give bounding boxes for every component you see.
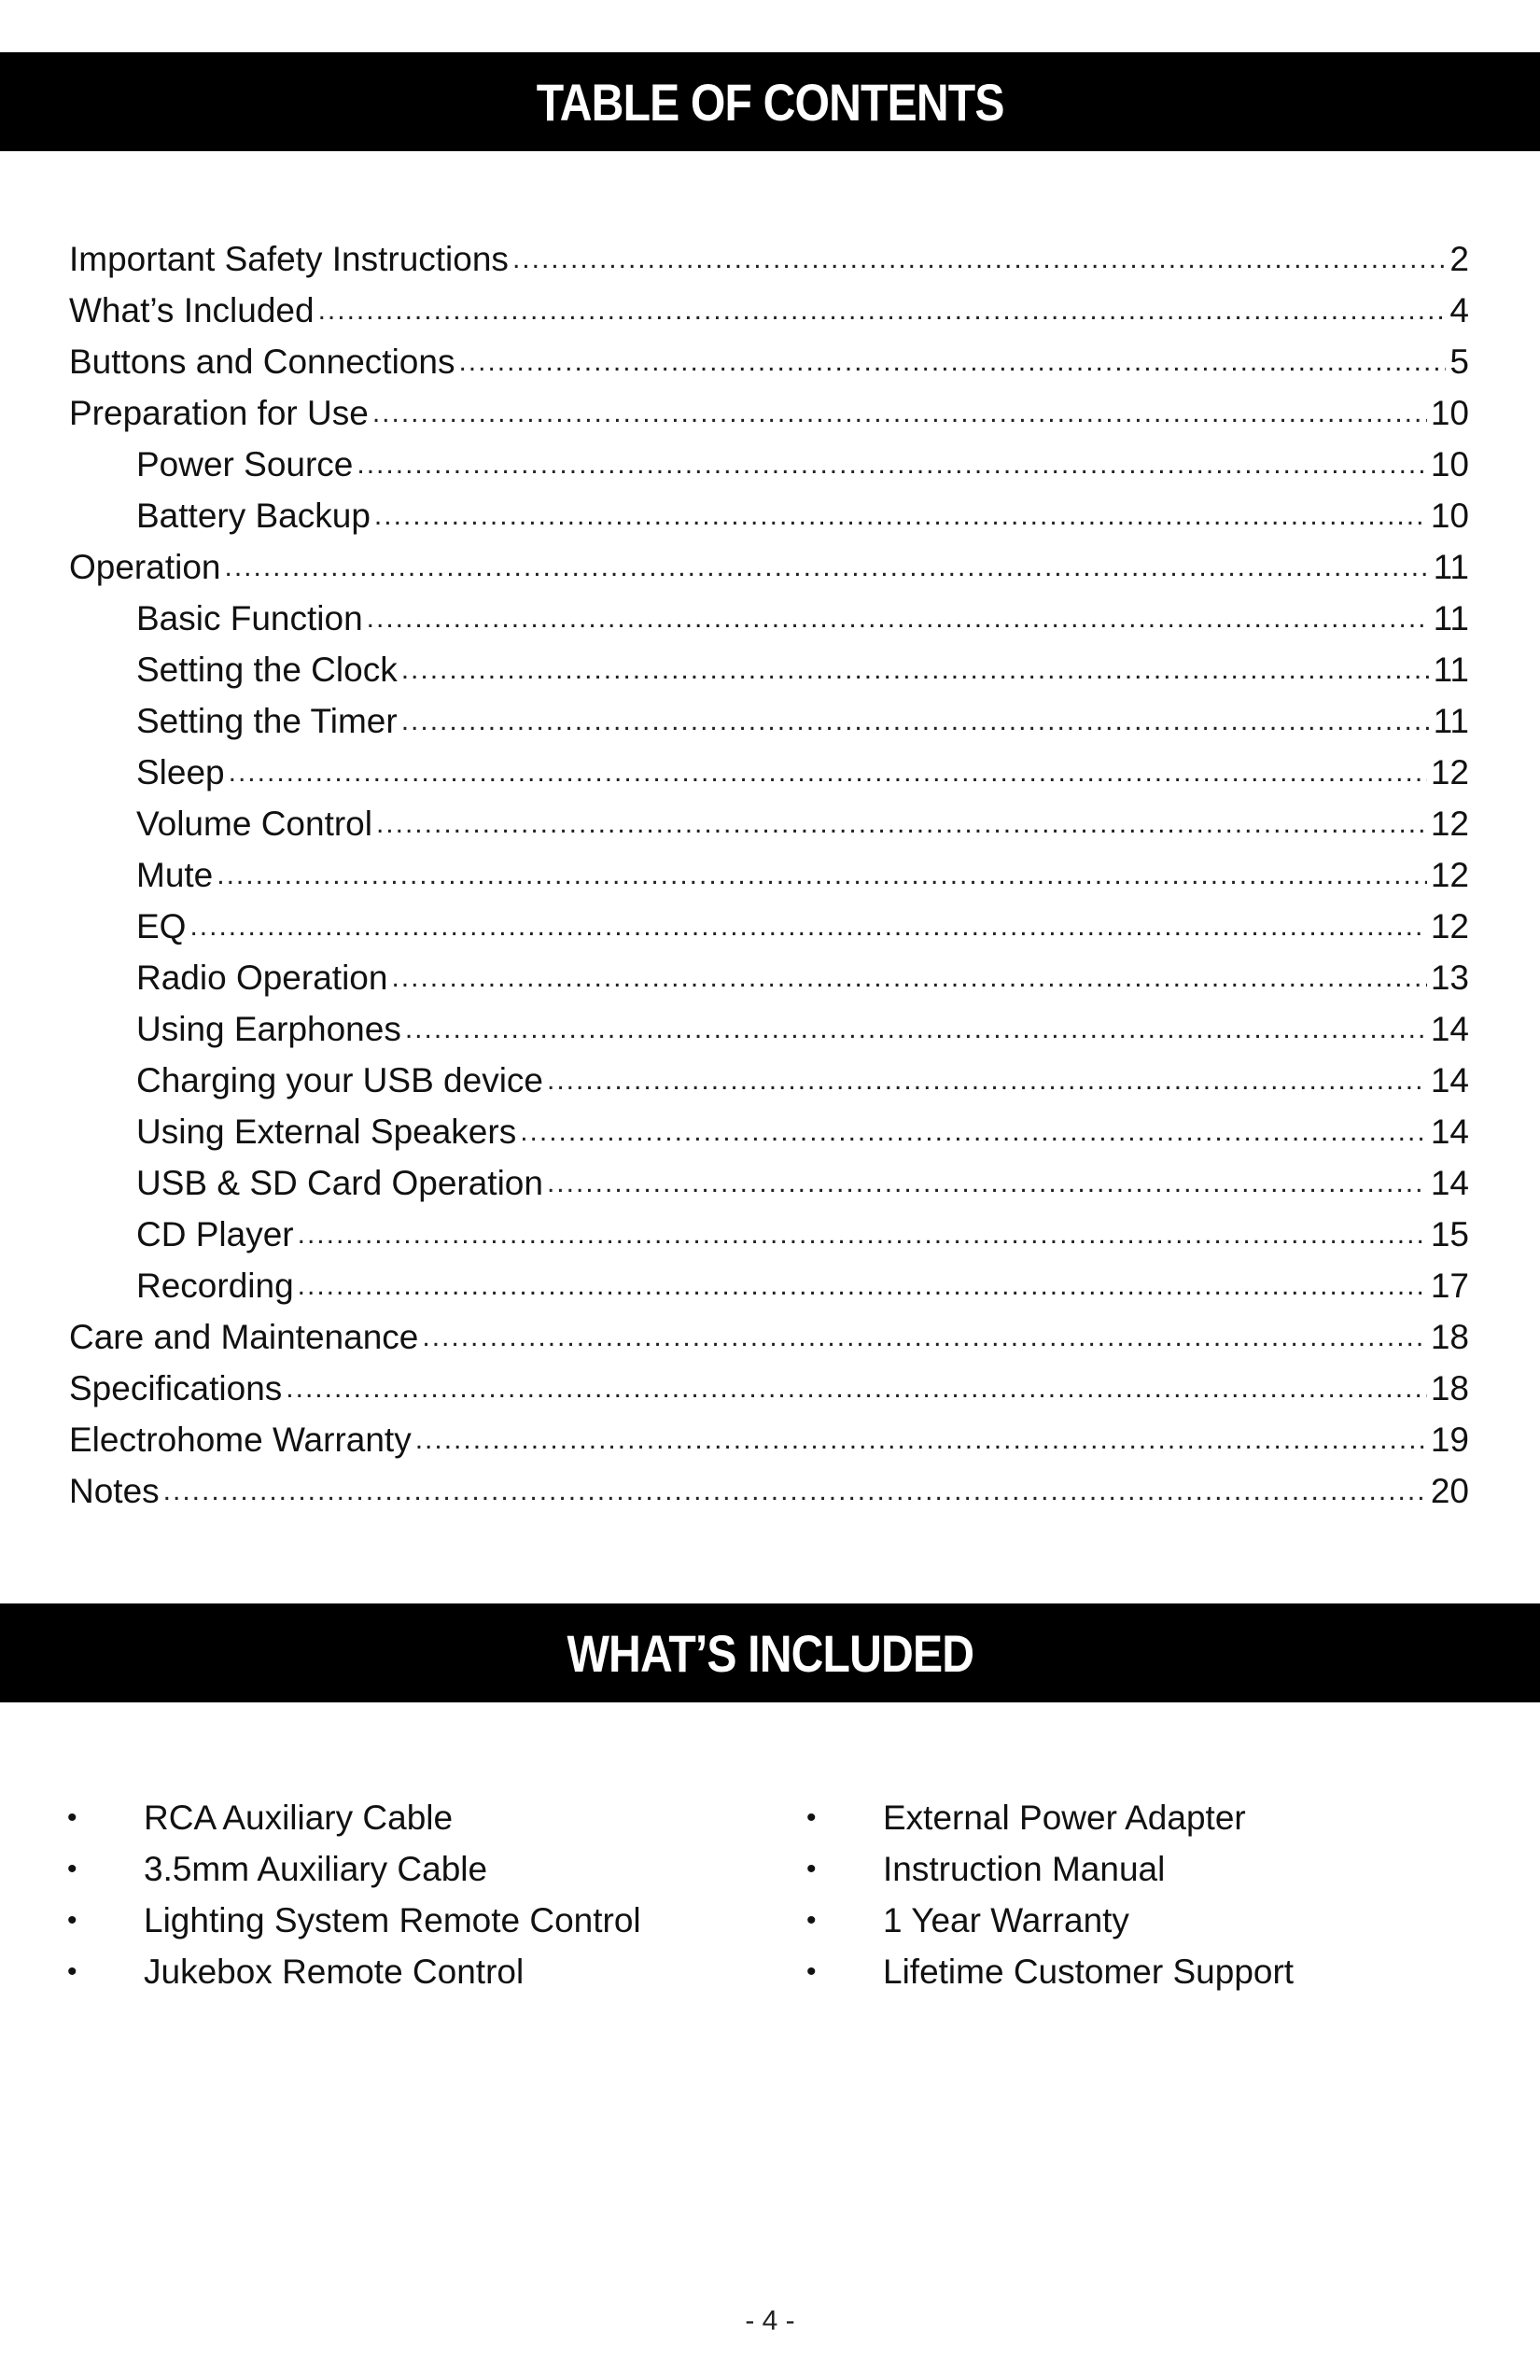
toc-entry (69, 849, 1469, 901)
toc-entry (69, 541, 1469, 593)
included-item (805, 1792, 1294, 1843)
toc-entry-page: 10 (1430, 393, 1469, 432)
toc-entry (69, 798, 1469, 849)
toc-entry-page: 11 (1433, 701, 1469, 740)
bullet-icon: • (67, 1955, 77, 1987)
toc-dot-leader (374, 500, 1427, 532)
toc-entry-page: 18 (1430, 1368, 1469, 1407)
toc-entry-label: What’s Included (69, 290, 315, 329)
toc-entry (69, 1106, 1469, 1157)
toc-entry-page: 12 (1430, 752, 1469, 791)
toc-header-banner (0, 52, 1540, 151)
toc-entry-page: 12 (1430, 906, 1469, 945)
toc-entry-label: Basic Function (136, 598, 363, 637)
toc-entry-label: Important Safety Instructions (69, 239, 509, 278)
included-item-label: RCA Auxiliary Cable (144, 1798, 454, 1837)
toc-entry-page: 2 (1449, 239, 1469, 278)
toc-entry-label: Mute (136, 855, 214, 894)
toc-entry (69, 490, 1469, 541)
toc-dot-leader (217, 860, 1427, 891)
toc-entry-label: Using Earphones (136, 1009, 401, 1048)
included-column-left (65, 1792, 641, 1997)
included-item-label: Lifetime Customer Support (883, 1952, 1295, 1991)
toc-entry-page: 12 (1430, 804, 1469, 843)
toc-dot-leader (229, 757, 1427, 789)
toc-entry (69, 695, 1469, 747)
toc-entry-page: 15 (1430, 1214, 1469, 1253)
bullet-icon: • (806, 1904, 817, 1936)
toc-entry (69, 644, 1469, 695)
toc-entry (69, 336, 1469, 387)
toc-entry-label: Setting the Clock (136, 650, 398, 689)
included-item-label: External Power Adapter (883, 1798, 1246, 1837)
toc-entry-page: 11 (1433, 650, 1469, 689)
bullet-icon: • (806, 1955, 817, 1987)
included-item (65, 1843, 641, 1895)
toc-entry-label: Specifications (69, 1368, 283, 1407)
toc-entry-page: 10 (1430, 444, 1469, 483)
toc-entry-label: USB & SD Card Operation (136, 1163, 543, 1202)
included-item (65, 1895, 641, 1946)
toc-entry-label: Using External Speakers (136, 1112, 517, 1151)
toc-entry-label: EQ (136, 906, 187, 945)
toc-dot-leader (372, 398, 1427, 429)
included-item (805, 1895, 1294, 1946)
toc-dot-leader (367, 603, 1430, 635)
included-item-label: 3.5mm Auxiliary Cable (144, 1849, 488, 1888)
toc-dot-leader (405, 1014, 1427, 1045)
included-title: WHAT’S INCLUDED (567, 1623, 973, 1683)
toc-entry-label: Radio Operation (136, 958, 388, 997)
toc-entry (69, 439, 1469, 490)
included-item-label: Instruction Manual (883, 1849, 1166, 1888)
toc-entry (69, 285, 1469, 336)
toc-dot-leader (376, 808, 1427, 840)
toc-entry-label: CD Player (136, 1214, 294, 1253)
toc-title: TABLE OF CONTENTS (536, 72, 1004, 132)
toc-dot-leader (422, 1322, 1426, 1353)
toc-entry-label: Electrohome Warranty (69, 1420, 412, 1459)
toc-dot-leader (189, 911, 1426, 943)
bullet-icon: • (67, 1853, 77, 1884)
toc-entry-page: 4 (1449, 290, 1469, 329)
toc-entry-label: Setting the Timer (136, 701, 398, 740)
included-column-right (805, 1792, 1294, 1997)
toc-entry (69, 901, 1469, 952)
toc-entry-label: Power Source (136, 444, 354, 483)
bullet-icon: • (67, 1904, 77, 1936)
included-item (65, 1946, 641, 1997)
toc-dot-leader (391, 962, 1426, 994)
toc-entry (69, 1465, 1469, 1517)
toc-entry-label: Operation (69, 547, 221, 586)
included-header-banner (0, 1603, 1540, 1702)
included-item (805, 1946, 1294, 1997)
toc-entry-page: 20 (1430, 1471, 1469, 1510)
toc-entry-label: Preparation for Use (69, 393, 369, 432)
toc-entry-label: Sleep (136, 752, 225, 791)
toc-entry-label: Buttons and Connections (69, 342, 455, 381)
toc-dot-leader (298, 1270, 1427, 1302)
toc-entry (69, 1209, 1469, 1260)
toc-dot-leader (547, 1065, 1427, 1097)
included-item-label: Lighting System Remote Control (144, 1900, 641, 1939)
toc-entry (69, 1157, 1469, 1209)
toc-dot-leader (401, 654, 1430, 686)
toc-entry (69, 1414, 1469, 1465)
toc-entry-label: Recording (136, 1266, 294, 1305)
toc-dot-leader (318, 295, 1447, 327)
toc-entry-page: 13 (1430, 958, 1469, 997)
toc-dot-leader (415, 1424, 1427, 1456)
toc-entry-page: 12 (1430, 855, 1469, 894)
page-number: - 4 - (745, 2305, 795, 2336)
toc-dot-leader (298, 1219, 1427, 1251)
toc-entry (69, 1363, 1469, 1414)
toc-entry (69, 1003, 1469, 1055)
bullet-icon: • (806, 1853, 817, 1884)
toc-entry-page: 5 (1449, 342, 1469, 381)
toc-entry (69, 1055, 1469, 1106)
included-item-label: Jukebox Remote Control (144, 1952, 525, 1991)
toc-entry-page: 11 (1433, 547, 1469, 586)
toc-dot-leader (458, 346, 1446, 378)
toc-entry-label: Battery Backup (136, 496, 371, 535)
toc-entry (69, 233, 1469, 285)
toc-entry (69, 747, 1469, 798)
toc-entry-label: Notes (69, 1471, 160, 1510)
toc-list (69, 233, 1469, 1517)
toc-entry (69, 1260, 1469, 1311)
toc-dot-leader (512, 244, 1446, 275)
toc-entry-page: 18 (1430, 1317, 1469, 1356)
toc-entry-page: 14 (1430, 1112, 1469, 1151)
toc-dot-leader (225, 552, 1430, 583)
toc-entry-label: Care and Maintenance (69, 1317, 419, 1356)
toc-entry-page: 14 (1430, 1163, 1469, 1202)
toc-dot-leader (547, 1168, 1427, 1199)
toc-dot-leader (163, 1476, 1427, 1507)
toc-entry-page: 14 (1430, 1060, 1469, 1099)
included-item (65, 1792, 641, 1843)
toc-entry (69, 1311, 1469, 1363)
toc-entry-page: 14 (1430, 1009, 1469, 1048)
toc-dot-leader (357, 449, 1426, 481)
toc-entry-label: Volume Control (136, 804, 372, 843)
toc-entry-page: 10 (1430, 496, 1469, 535)
toc-dot-leader (286, 1373, 1427, 1405)
included-item-label: 1 Year Warranty (883, 1900, 1129, 1939)
toc-entry (69, 593, 1469, 644)
toc-dot-leader (520, 1116, 1427, 1148)
toc-entry-page: 19 (1430, 1420, 1469, 1459)
toc-entry-page: 11 (1433, 598, 1469, 637)
included-item (805, 1843, 1294, 1895)
toc-entry-label: Charging your USB device (136, 1060, 543, 1099)
toc-entry (69, 952, 1469, 1003)
bullet-icon: • (67, 1801, 77, 1833)
toc-entry-page: 17 (1430, 1266, 1469, 1305)
toc-entry (69, 387, 1469, 439)
bullet-icon: • (806, 1801, 817, 1833)
toc-dot-leader (401, 706, 1430, 737)
